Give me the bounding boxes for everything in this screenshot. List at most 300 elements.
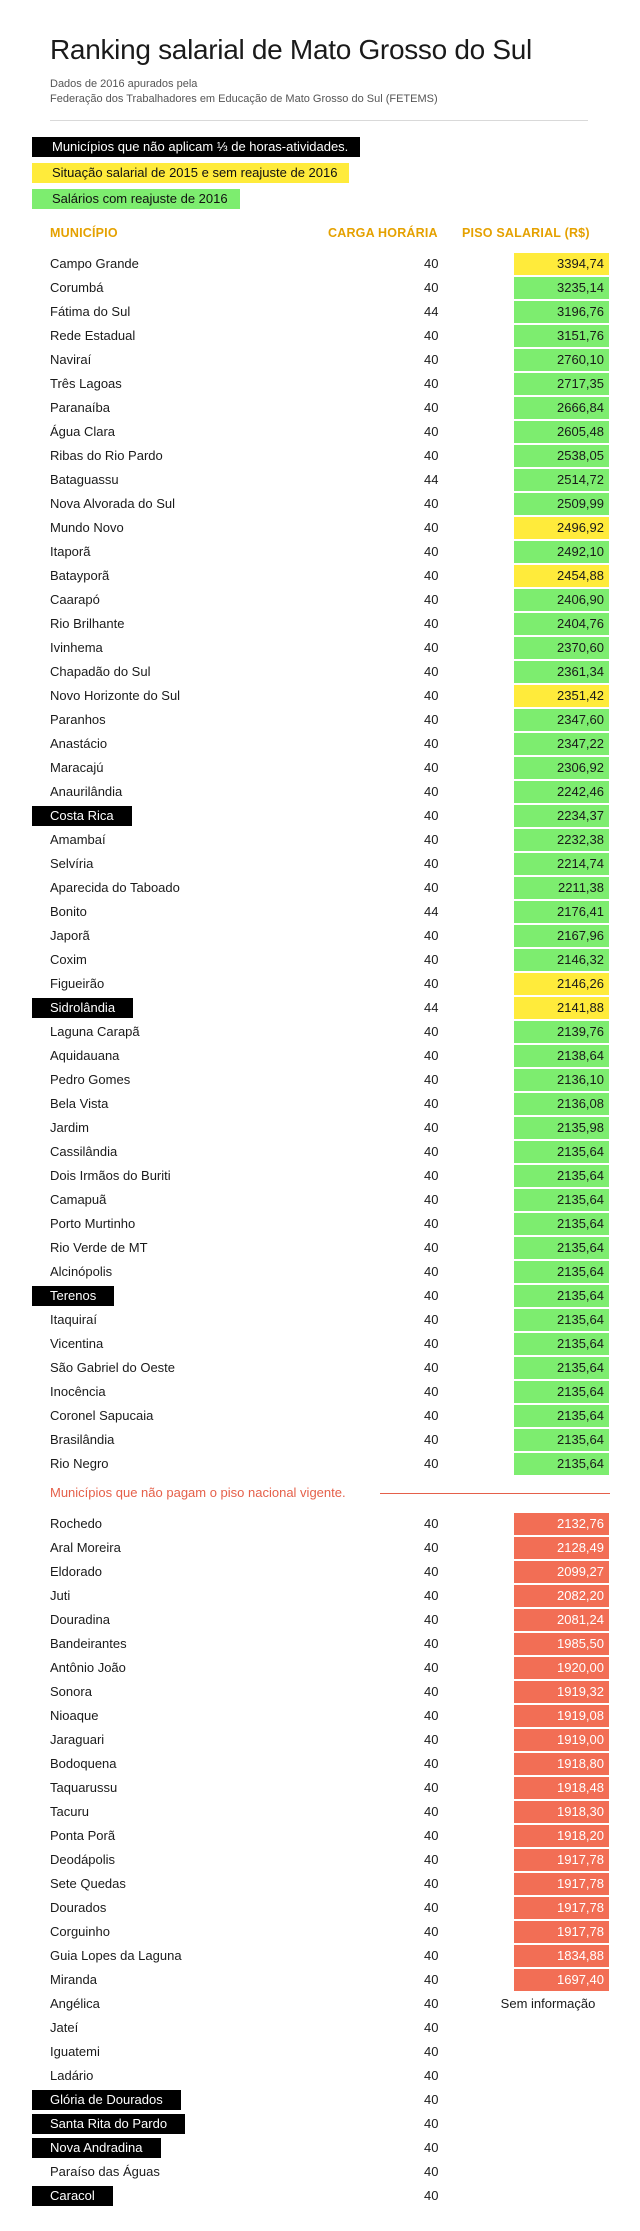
piso-salarial-cell: 2138,64 <box>514 1045 609 1067</box>
table-row <box>0 1020 640 1044</box>
piso-salarial-cell: 2605,48 <box>514 421 609 443</box>
carga-horaria-cell: 40 <box>424 1660 439 1675</box>
piso-salarial-cell: 2132,76 <box>514 1513 609 1535</box>
separator-label: Municípios que não pagam o piso nacional vigente. <box>50 1485 346 1500</box>
table-row <box>0 1968 640 1992</box>
piso-salarial-cell: 2176,41 <box>514 901 609 923</box>
table-row <box>0 996 640 1020</box>
piso-salarial-cell: 2135,64 <box>514 1381 609 1403</box>
table-row <box>0 636 640 660</box>
municipio-cell: Juti <box>50 1588 71 1603</box>
carga-horaria-cell: 40 <box>424 2116 439 2131</box>
carga-horaria-cell: 40 <box>424 1948 439 1963</box>
piso-salarial-cell: 2509,99 <box>514 493 609 515</box>
municipio-cell: Campo Grande <box>50 256 139 271</box>
carga-horaria-cell: 40 <box>424 1828 439 1843</box>
municipio-cell: Douradina <box>50 1612 110 1627</box>
table-row <box>0 252 640 276</box>
carga-horaria-cell: 40 <box>424 1336 439 1351</box>
municipio-cell: Jardim <box>50 1120 90 1135</box>
carga-horaria-cell: 40 <box>424 352 439 367</box>
carga-horaria-cell: 40 <box>424 1264 439 1279</box>
piso-salarial-cell: 2136,08 <box>514 1093 609 1115</box>
piso-salarial-cell: 2211,38 <box>514 877 609 899</box>
municipio-cell: Chapadão do Sul <box>50 664 151 679</box>
municipio-cell: Aral Moreira <box>50 1540 121 1555</box>
municipio-cell: Alcinópolis <box>50 1264 113 1279</box>
carga-horaria-cell: 40 <box>424 2068 439 2083</box>
carga-horaria-cell: 40 <box>424 1168 439 1183</box>
piso-salarial-cell: 2760,10 <box>514 349 609 371</box>
carga-horaria-cell: 40 <box>424 1384 439 1399</box>
carga-horaria-cell: 40 <box>424 328 439 343</box>
carga-horaria-cell: 40 <box>424 784 439 799</box>
municipio-cell: Aquidauana <box>50 1048 120 1063</box>
municipio-cell: Santa Rita do Pardo <box>32 2114 185 2134</box>
piso-salarial-cell: 1918,30 <box>514 1801 609 1823</box>
municipio-cell: Corguinho <box>50 1924 110 1939</box>
carga-horaria-cell: 40 <box>424 1636 439 1651</box>
municipio-cell: Rede Estadual <box>50 328 136 343</box>
table-row <box>0 516 640 540</box>
carga-horaria-cell: 40 <box>424 1924 439 1939</box>
carga-horaria-cell: 40 <box>424 2164 439 2179</box>
carga-horaria-cell: 40 <box>424 2140 439 2155</box>
piso-salarial-cell: 2099,27 <box>514 1561 609 1583</box>
piso-salarial-cell: 2538,05 <box>514 445 609 467</box>
municipio-cell: Laguna Carapã <box>50 1024 140 1039</box>
carga-horaria-cell: 40 <box>424 928 439 943</box>
carga-horaria-cell: 40 <box>424 1900 439 1915</box>
carga-horaria-cell: 40 <box>424 640 439 655</box>
table-row <box>0 612 640 636</box>
municipio-cell: Bandeirantes <box>50 1636 127 1651</box>
carga-horaria-cell: 40 <box>424 808 439 823</box>
municipio-cell: Ribas do Rio Pardo <box>50 448 163 463</box>
table-row <box>0 2136 640 2160</box>
carga-horaria-cell: 40 <box>424 1852 439 1867</box>
separator-line <box>380 1493 610 1494</box>
table-row <box>0 468 640 492</box>
table-row <box>0 300 640 324</box>
piso-salarial-cell: 1920,00 <box>514 1657 609 1679</box>
carga-horaria-cell: 40 <box>424 952 439 967</box>
carga-horaria-cell: 40 <box>424 688 439 703</box>
piso-salarial-cell: 1985,50 <box>514 1633 609 1655</box>
table-row <box>0 492 640 516</box>
table-row <box>0 1356 640 1380</box>
municipio-cell: Batayporã <box>50 568 110 583</box>
table-row <box>0 1680 640 1704</box>
municipio-cell: Mundo Novo <box>50 520 124 535</box>
carga-horaria-cell: 40 <box>424 1192 439 1207</box>
table-row <box>0 924 640 948</box>
carga-horaria-cell: 40 <box>424 1564 439 1579</box>
legend-yellow: Situação salarial de 2015 e sem reajuste de 2016 <box>32 163 349 183</box>
table-row <box>0 396 640 420</box>
table-row <box>0 948 640 972</box>
table-row <box>0 876 640 900</box>
piso-salarial-cell: 1918,80 <box>514 1753 609 1775</box>
carga-horaria-cell: 40 <box>424 1780 439 1795</box>
piso-salarial-cell: 2492,10 <box>514 541 609 563</box>
municipio-cell: Nova Andradina <box>32 2138 161 2158</box>
carga-horaria-cell: 40 <box>424 1516 439 1531</box>
header-carga-horaria: CARGA HORÁRIA <box>328 226 438 240</box>
municipio-cell: Paraíso das Águas <box>50 2164 160 2179</box>
legend-green: Salários com reajuste de 2016 <box>32 189 240 209</box>
municipio-cell: Ivinhema <box>50 640 103 655</box>
table-row <box>0 420 640 444</box>
piso-salarial-cell: 2406,90 <box>514 589 609 611</box>
carga-horaria-cell: 40 <box>424 448 439 463</box>
carga-horaria-cell: 40 <box>424 1588 439 1603</box>
carga-horaria-cell: 40 <box>424 832 439 847</box>
municipio-cell: Miranda <box>50 1972 97 1987</box>
piso-salarial-cell: 1697,40 <box>514 1969 609 1991</box>
carga-horaria-cell: 40 <box>424 568 439 583</box>
piso-salarial-cell: 2082,20 <box>514 1585 609 1607</box>
piso-salarial-cell: 1919,08 <box>514 1705 609 1727</box>
table-row <box>0 2184 640 2208</box>
carga-horaria-cell: 40 <box>424 1612 439 1627</box>
table-row <box>0 2064 640 2088</box>
carga-horaria-cell: 40 <box>424 2092 439 2107</box>
table-row <box>0 1584 640 1608</box>
carga-horaria-cell: 40 <box>424 2020 439 2035</box>
municipio-cell: Deodápolis <box>50 1852 116 1867</box>
municipio-cell: Dourados <box>50 1900 107 1915</box>
piso-salarial-cell: 1917,78 <box>514 1921 609 1943</box>
carga-horaria-cell: 40 <box>424 1540 439 1555</box>
table-row <box>0 732 640 756</box>
piso-salarial-cell: 2135,64 <box>514 1357 609 1379</box>
carga-horaria-cell: 40 <box>424 496 439 511</box>
municipio-cell: Japorã <box>50 928 90 943</box>
municipio-cell: Taquarussu <box>50 1780 118 1795</box>
municipio-cell: Bataguassu <box>50 472 119 487</box>
piso-salarial-cell: 2135,64 <box>514 1429 609 1451</box>
municipio-cell: Bodoquena <box>50 1756 117 1771</box>
municipio-cell: Pedro Gomes <box>50 1072 131 1087</box>
municipio-cell: Eldorado <box>50 1564 103 1579</box>
carga-horaria-cell: 40 <box>424 880 439 895</box>
municipio-cell: Amambaí <box>50 832 106 847</box>
table-below-floor <box>0 1512 640 2208</box>
piso-salarial-cell: 3394,74 <box>514 253 609 275</box>
table-row <box>0 780 640 804</box>
table-row <box>0 1536 640 1560</box>
piso-salarial-cell: 2135,98 <box>514 1117 609 1139</box>
carga-horaria-cell: 40 <box>424 1876 439 1891</box>
header-piso-salarial: PISO SALARIAL (R$) <box>462 226 590 240</box>
table-row <box>0 540 640 564</box>
carga-horaria-cell: 40 <box>424 1048 439 1063</box>
piso-salarial-cell: 2135,64 <box>514 1189 609 1211</box>
municipio-cell: Inocência <box>50 1384 106 1399</box>
piso-salarial-cell: 2167,96 <box>514 925 609 947</box>
municipio-cell: Vicentina <box>50 1336 104 1351</box>
table-row <box>0 348 640 372</box>
carga-horaria-cell: 40 <box>424 1972 439 1987</box>
carga-horaria-cell: 44 <box>424 1000 439 1015</box>
table-row <box>0 1212 640 1236</box>
table-row <box>0 660 640 684</box>
table-row <box>0 1164 640 1188</box>
carga-horaria-cell: 44 <box>424 904 439 919</box>
municipio-cell: Anaurilândia <box>50 784 123 799</box>
carga-horaria-cell: 40 <box>424 1408 439 1423</box>
table-row <box>0 1284 640 1308</box>
municipio-cell: Paranhos <box>50 712 106 727</box>
header-municipio: MUNICÍPIO <box>50 226 118 240</box>
municipio-cell: Rio Verde de MT <box>50 1240 148 1255</box>
piso-salarial-cell: 2135,64 <box>514 1309 609 1331</box>
piso-salarial-cell: 2135,64 <box>514 1261 609 1283</box>
table-row <box>0 2040 640 2064</box>
table-row <box>0 564 640 588</box>
piso-salarial-cell: 2135,64 <box>514 1285 609 1307</box>
carga-horaria-cell: 40 <box>424 1288 439 1303</box>
piso-salarial-cell: 3151,76 <box>514 325 609 347</box>
carga-horaria-cell: 40 <box>424 664 439 679</box>
piso-salarial-cell: 1834,88 <box>514 1945 609 1967</box>
municipio-cell: Anastácio <box>50 736 108 751</box>
table-row <box>0 1632 640 1656</box>
table-row <box>0 1704 640 1728</box>
table-row <box>0 2160 640 2184</box>
table-row <box>0 1848 640 1872</box>
carga-horaria-cell: 40 <box>424 736 439 751</box>
piso-salarial-cell: 2242,46 <box>514 781 609 803</box>
carga-horaria-cell: 44 <box>424 304 439 319</box>
carga-horaria-cell: 40 <box>424 256 439 271</box>
carga-horaria-cell: 40 <box>424 1144 439 1159</box>
table-row <box>0 1560 640 1584</box>
source-line-2: Federação dos Trabalhadores em Educação de Mato Grosso do Sul (FETEMS) <box>50 93 438 105</box>
municipio-cell: Porto Murtinho <box>50 1216 136 1231</box>
municipio-cell: Ladário <box>50 2068 94 2083</box>
piso-salarial-cell: 1917,78 <box>514 1849 609 1871</box>
municipio-cell: Jateí <box>50 2020 79 2035</box>
carga-horaria-cell: 40 <box>424 1756 439 1771</box>
municipio-cell: Caracol <box>32 2186 113 2206</box>
piso-salarial-cell: 2347,22 <box>514 733 609 755</box>
table-row <box>0 1800 640 1824</box>
municipio-cell: Fátima do Sul <box>50 304 131 319</box>
carga-horaria-cell: 40 <box>424 760 439 775</box>
carga-horaria-cell: 40 <box>424 712 439 727</box>
carga-horaria-cell: 40 <box>424 976 439 991</box>
piso-salarial-cell: 2717,35 <box>514 373 609 395</box>
municipio-cell: Bela Vista <box>50 1096 109 1111</box>
table-row <box>0 1920 640 1944</box>
piso-salarial-cell: 2146,26 <box>514 973 609 995</box>
piso-salarial-cell: 2128,49 <box>514 1537 609 1559</box>
table-row <box>0 1140 640 1164</box>
table-row <box>0 2088 640 2112</box>
piso-salarial-cell: 2135,64 <box>514 1237 609 1259</box>
municipio-cell: Guia Lopes da Laguna <box>50 1948 182 1963</box>
municipio-cell: Jaraguari <box>50 1732 105 1747</box>
table-row <box>0 2112 640 2136</box>
carga-horaria-cell: 40 <box>424 1216 439 1231</box>
piso-salarial-cell: 2139,76 <box>514 1021 609 1043</box>
carga-horaria-cell: 40 <box>424 1684 439 1699</box>
piso-salarial-cell: 2081,24 <box>514 1609 609 1631</box>
table-row <box>0 684 640 708</box>
table-row <box>0 1896 640 1920</box>
municipio-cell: Caarapó <box>50 592 100 607</box>
piso-salarial-cell: 2214,74 <box>514 853 609 875</box>
piso-salarial-cell: 3235,14 <box>514 277 609 299</box>
table-row <box>0 372 640 396</box>
piso-salarial-cell: 1919,00 <box>514 1729 609 1751</box>
carga-horaria-cell: 44 <box>424 472 439 487</box>
table-row <box>0 1428 640 1452</box>
table-row <box>0 1776 640 1800</box>
title-divider <box>50 120 588 121</box>
municipio-cell: Angélica <box>50 1996 100 2011</box>
table-row <box>0 588 640 612</box>
source-line-1: Dados de 2016 apurados pela <box>50 78 198 90</box>
piso-salarial-cell: 1918,48 <box>514 1777 609 1799</box>
table-row <box>0 756 640 780</box>
piso-salarial-cell: 2232,38 <box>514 829 609 851</box>
carga-horaria-cell: 40 <box>424 1072 439 1087</box>
table-row <box>0 972 640 996</box>
table-row <box>0 1992 640 2016</box>
table-row <box>0 1188 640 1212</box>
municipio-cell: Coronel Sapucaia <box>50 1408 154 1423</box>
table-row <box>0 1452 640 1476</box>
carga-horaria-cell: 40 <box>424 856 439 871</box>
table-row <box>0 1380 640 1404</box>
municipio-cell: Rio Negro <box>50 1456 109 1471</box>
table-row <box>0 444 640 468</box>
municipio-cell: Itaporã <box>50 544 91 559</box>
municipio-cell: Brasilândia <box>50 1432 115 1447</box>
table-row <box>0 324 640 348</box>
carga-horaria-cell: 40 <box>424 1024 439 1039</box>
carga-horaria-cell: 40 <box>424 376 439 391</box>
table-row <box>0 1656 640 1680</box>
legend-black: Municípios que não aplicam ⅓ de horas-atividades. <box>32 137 360 157</box>
table-pays-floor <box>0 252 640 1476</box>
piso-salarial-cell: 1917,78 <box>514 1897 609 1919</box>
separator <box>50 1485 610 1501</box>
piso-salarial-cell: 2146,32 <box>514 949 609 971</box>
piso-salarial-cell: 2404,76 <box>514 613 609 635</box>
piso-salarial-cell: 1919,32 <box>514 1681 609 1703</box>
municipio-cell: Paranaíba <box>50 400 110 415</box>
carga-horaria-cell: 40 <box>424 424 439 439</box>
piso-salarial-cell: 3196,76 <box>514 301 609 323</box>
table-row <box>0 1512 640 1536</box>
source-note <box>50 77 438 107</box>
piso-salarial-cell: 2135,64 <box>514 1333 609 1355</box>
piso-salarial-cell: 2514,72 <box>514 469 609 491</box>
piso-salarial-cell: 2135,64 <box>514 1213 609 1235</box>
carga-horaria-cell: 40 <box>424 1996 439 2011</box>
piso-salarial-cell: 2361,34 <box>514 661 609 683</box>
piso-salarial-cell: Sem informação <box>500 1996 596 2011</box>
piso-salarial-cell: 2306,92 <box>514 757 609 779</box>
table-row <box>0 276 640 300</box>
carga-horaria-cell: 40 <box>424 1432 439 1447</box>
carga-horaria-cell: 40 <box>424 1240 439 1255</box>
carga-horaria-cell: 40 <box>424 1120 439 1135</box>
piso-salarial-cell: 2347,60 <box>514 709 609 731</box>
municipio-cell: Naviraí <box>50 352 92 367</box>
table-row <box>0 1824 640 1848</box>
municipio-cell: Sete Quedas <box>50 1876 126 1891</box>
municipio-cell: Sonora <box>50 1684 92 1699</box>
municipio-cell: Rochedo <box>50 1516 103 1531</box>
table-row <box>0 852 640 876</box>
carga-horaria-cell: 40 <box>424 1360 439 1375</box>
municipio-cell: Maracajú <box>50 760 104 775</box>
piso-salarial-cell: 2135,64 <box>514 1453 609 1475</box>
municipio-cell: Bonito <box>50 904 87 919</box>
table-row <box>0 1044 640 1068</box>
table-row <box>0 804 640 828</box>
municipio-cell: Costa Rica <box>32 806 132 826</box>
piso-salarial-cell: 2141,88 <box>514 997 609 1019</box>
table-row <box>0 1260 640 1284</box>
municipio-cell: Terenos <box>32 1286 114 1306</box>
piso-salarial-cell: 1918,20 <box>514 1825 609 1847</box>
carga-horaria-cell: 40 <box>424 1312 439 1327</box>
piso-salarial-cell: 2496,92 <box>514 517 609 539</box>
municipio-cell: Novo Horizonte do Sul <box>50 688 181 703</box>
page-title: Ranking salarial de Mato Grosso do Sul <box>50 34 532 65</box>
municipio-cell: São Gabriel do Oeste <box>50 1360 176 1375</box>
carga-horaria-cell: 40 <box>424 1804 439 1819</box>
table-row <box>0 708 640 732</box>
municipio-cell: Selvíria <box>50 856 94 871</box>
table-row <box>0 1092 640 1116</box>
table-row <box>0 1944 640 1968</box>
table-row <box>0 1332 640 1356</box>
carga-horaria-cell: 40 <box>424 2188 439 2203</box>
municipio-cell: Três Lagoas <box>50 376 122 391</box>
municipio-cell: Cassilândia <box>50 1144 118 1159</box>
piso-salarial-cell: 2234,37 <box>514 805 609 827</box>
carga-horaria-cell: 40 <box>424 544 439 559</box>
municipio-cell: Tacuru <box>50 1804 90 1819</box>
municipio-cell: Iguatemi <box>50 2044 100 2059</box>
municipio-cell: Nioaque <box>50 1708 99 1723</box>
municipio-cell: Aparecida do Taboado <box>50 880 180 895</box>
municipio-cell: Ponta Porã <box>50 1828 116 1843</box>
carga-horaria-cell: 40 <box>424 1708 439 1723</box>
piso-salarial-cell: 2135,64 <box>514 1141 609 1163</box>
table-row <box>0 1404 640 1428</box>
piso-salarial-cell: 2135,64 <box>514 1165 609 1187</box>
carga-horaria-cell: 40 <box>424 592 439 607</box>
municipio-cell: Água Clara <box>50 424 116 439</box>
table-row <box>0 828 640 852</box>
carga-horaria-cell: 40 <box>424 1732 439 1747</box>
carga-horaria-cell: 40 <box>424 520 439 535</box>
table-row <box>0 1116 640 1140</box>
carga-horaria-cell: 40 <box>424 1096 439 1111</box>
municipio-cell: Nova Alvorada do Sul <box>50 496 176 511</box>
municipio-cell: Glória de Dourados <box>32 2090 181 2110</box>
carga-horaria-cell: 40 <box>424 1456 439 1471</box>
carga-horaria-cell: 40 <box>424 400 439 415</box>
